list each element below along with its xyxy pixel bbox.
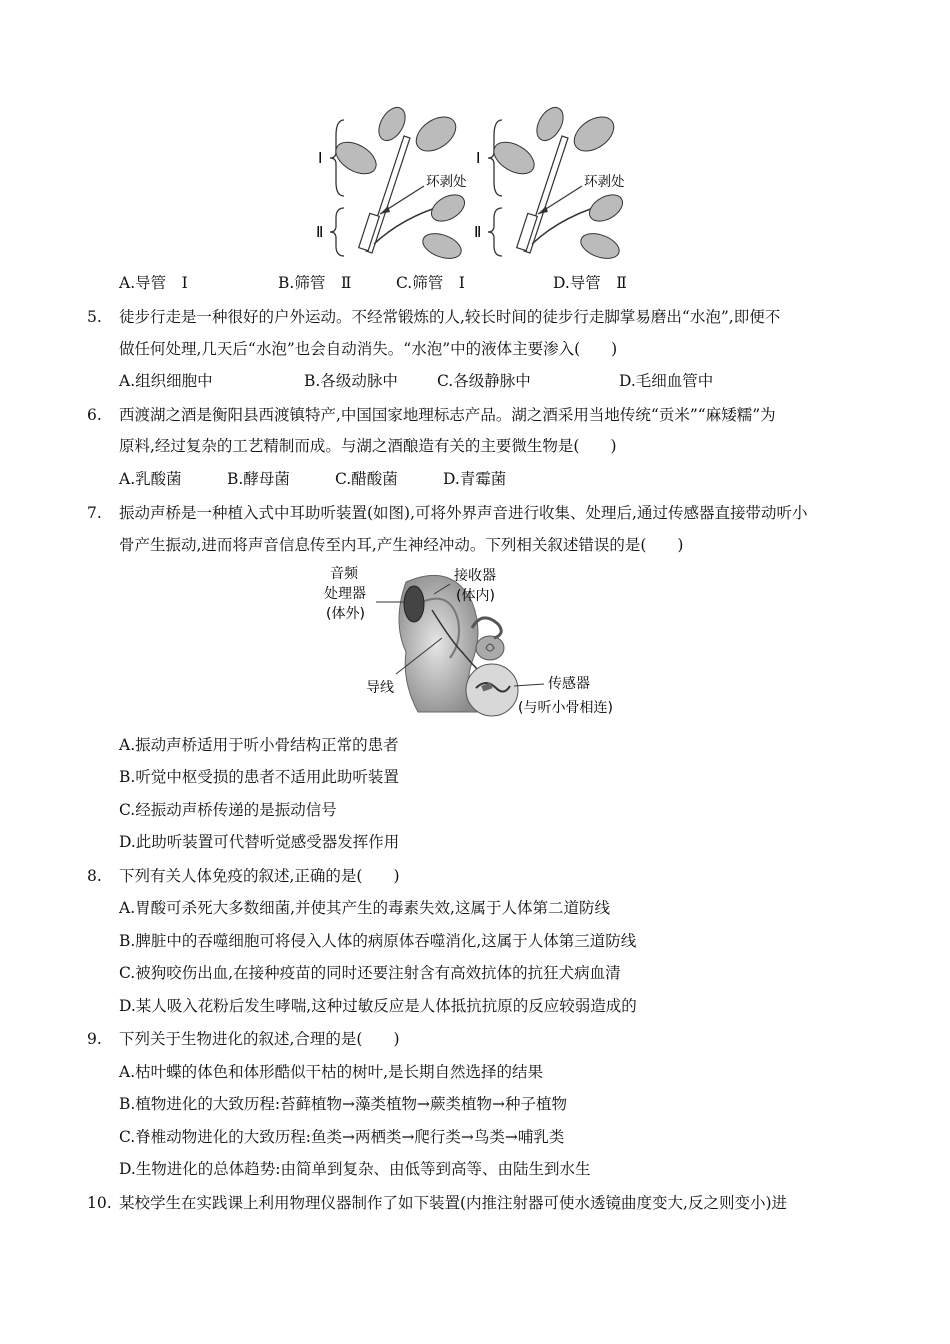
label-upper: Ⅰ <box>476 149 481 167</box>
q7-number: 7. <box>87 504 102 522</box>
q4-option-a[interactable]: A.导管 Ⅰ <box>119 274 188 292</box>
q6-option-c[interactable]: C.醋酸菌 <box>335 470 398 488</box>
label-receiver-1: 接收器 <box>454 568 496 584</box>
q9-number: 9. <box>87 1030 102 1048</box>
q4-option-c[interactable]: C.筛管 Ⅰ <box>396 274 465 292</box>
q7-option-a[interactable]: A.振动声桥适用于听小骨结构正常的患者 <box>119 736 399 754</box>
leaf <box>427 189 468 226</box>
q9-option-d[interactable]: D.生物进化的总体趋势:由简单到复杂、由低等到高等、由陆生到水生 <box>119 1160 591 1178</box>
label-processor-1: 音频 <box>330 566 358 582</box>
label-processor-2: 处理器 <box>324 586 366 602</box>
q8-number: 8. <box>87 867 102 885</box>
plant-girdling-figure <box>316 106 468 264</box>
leaf <box>419 229 464 263</box>
q6-number: 6. <box>87 406 102 424</box>
q8-option-b[interactable]: B.脾脏中的吞噬细胞可将侵入人体的病原体吞噬消化,这属于人体第三道防线 <box>119 932 637 950</box>
q9-stem-line-1: 下列关于生物进化的叙述,合理的是( ) <box>119 1030 400 1048</box>
q6-stem-line-1: 西渡湖之酒是衡阳县西渡镇特产,中国国家地理标志产品。湖之酒采用当地传统“贡米”“麻矮糯”为 <box>119 406 776 424</box>
q9-option-a[interactable]: A.枯叶蝶的体色和体形酷似干枯的树叶,是长期自然选择的结果 <box>119 1063 544 1081</box>
leaf <box>410 110 462 158</box>
plant-girdling-figure-2 <box>474 106 626 264</box>
q4-option-d[interactable]: D.导管 Ⅱ <box>553 274 627 292</box>
q8-stem-line-1: 下列有关人体免疫的叙述,正确的是( ) <box>119 867 400 885</box>
q6-option-a[interactable]: A.乳酸菌 <box>119 470 182 488</box>
label-lower: Ⅱ <box>316 223 324 241</box>
q5-option-a[interactable]: A.组织细胞中 <box>119 372 213 390</box>
q8-option-d[interactable]: D.某人吸入花粉后发生哮喘,这种过敏反应是人体抵抗抗原的反应较弱造成的 <box>119 997 637 1015</box>
sensor-inset <box>466 664 518 716</box>
q8-option-a[interactable]: A.胃酸可杀死大多数细菌,并使其产生的毒素失效,这属于人体第二道防线 <box>119 899 610 917</box>
q5-option-c[interactable]: C.各级静脉中 <box>437 372 531 390</box>
q10-stem-line-1: 某校学生在实践课上利用物理仪器制作了如下装置(内推注射器可使水透镜曲度变大,反之则变小)进 <box>119 1194 788 1212</box>
q7-stem-line-2: 骨产生振动,进而将声音信息传至内耳,产生神经冲动。下列相关叙述错误的是( ) <box>119 536 684 554</box>
q5-stem-line-2: 做任何处理,几天后“水泡”也会自动消失。“水泡”中的液体主要渗入( ) <box>119 340 618 358</box>
q9-option-b[interactable]: B.植物进化的大致历程:苔藓植物→藻类植物→蕨类植物→种子植物 <box>119 1095 568 1113</box>
q9-option-c[interactable]: C.脊椎动物进化的大致历程:鱼类→两栖类→爬行类→鸟类→哺乳类 <box>119 1128 565 1146</box>
label-lower: Ⅱ <box>474 223 482 241</box>
q7-option-b[interactable]: B.听觉中枢受损的患者不适用此助听装置 <box>119 768 399 786</box>
q6-option-b[interactable]: B.酵母菌 <box>227 470 290 488</box>
brace-lower <box>330 208 344 256</box>
q7-stem-line-1: 振动声桥是一种植入式中耳助听装置(如图),可将外界声音进行收集、处理后,通过传感器直接带动听小 <box>119 504 808 522</box>
label-wire: 导线 <box>366 680 394 696</box>
label-receiver-2: (体内) <box>456 588 495 604</box>
q5-option-b[interactable]: B.各级动脉中 <box>304 372 398 390</box>
cochlea <box>476 636 504 660</box>
label-processor-3: (体外) <box>326 606 365 622</box>
q6-option-d[interactable]: D.青霉菌 <box>443 470 507 488</box>
audio-processor <box>404 586 424 622</box>
q6-stem-line-2: 原料,经过复杂的工艺精制而成。与湖之酒酿造有关的主要微生物是( ) <box>119 437 617 455</box>
leaf <box>330 136 381 181</box>
q7-option-c[interactable]: C.经振动声桥传递的是振动信号 <box>119 801 337 819</box>
q10-number: 10. <box>87 1194 112 1212</box>
q5-number: 5. <box>87 308 102 326</box>
q8-option-c[interactable]: C.被狗咬伤出血,在接种疫苗的同时还要注射含有高效抗体的抗狂犬病血清 <box>119 964 621 982</box>
label-sensor-1: 传感器 <box>548 676 590 692</box>
q5-option-d[interactable]: D.毛细血管中 <box>619 372 714 390</box>
label-sensor-2: (与听小骨相连) <box>518 700 613 716</box>
ear-implant-figure <box>322 562 632 722</box>
ring-label: 环剥处 <box>426 174 467 190</box>
q7-option-d[interactable]: D.此助听装置可代替听觉感受器发挥作用 <box>119 833 400 851</box>
q4-option-b[interactable]: B.筛管 Ⅱ <box>278 274 352 292</box>
ring-label: 环剥处 <box>584 174 625 190</box>
q5-stem-line-1: 徒步行走是一种很好的户外运动。不经常锻炼的人,较长时间的徒步行走脚掌易磨出“水泡”,即便不 <box>119 308 781 326</box>
label-upper: Ⅰ <box>318 149 323 167</box>
